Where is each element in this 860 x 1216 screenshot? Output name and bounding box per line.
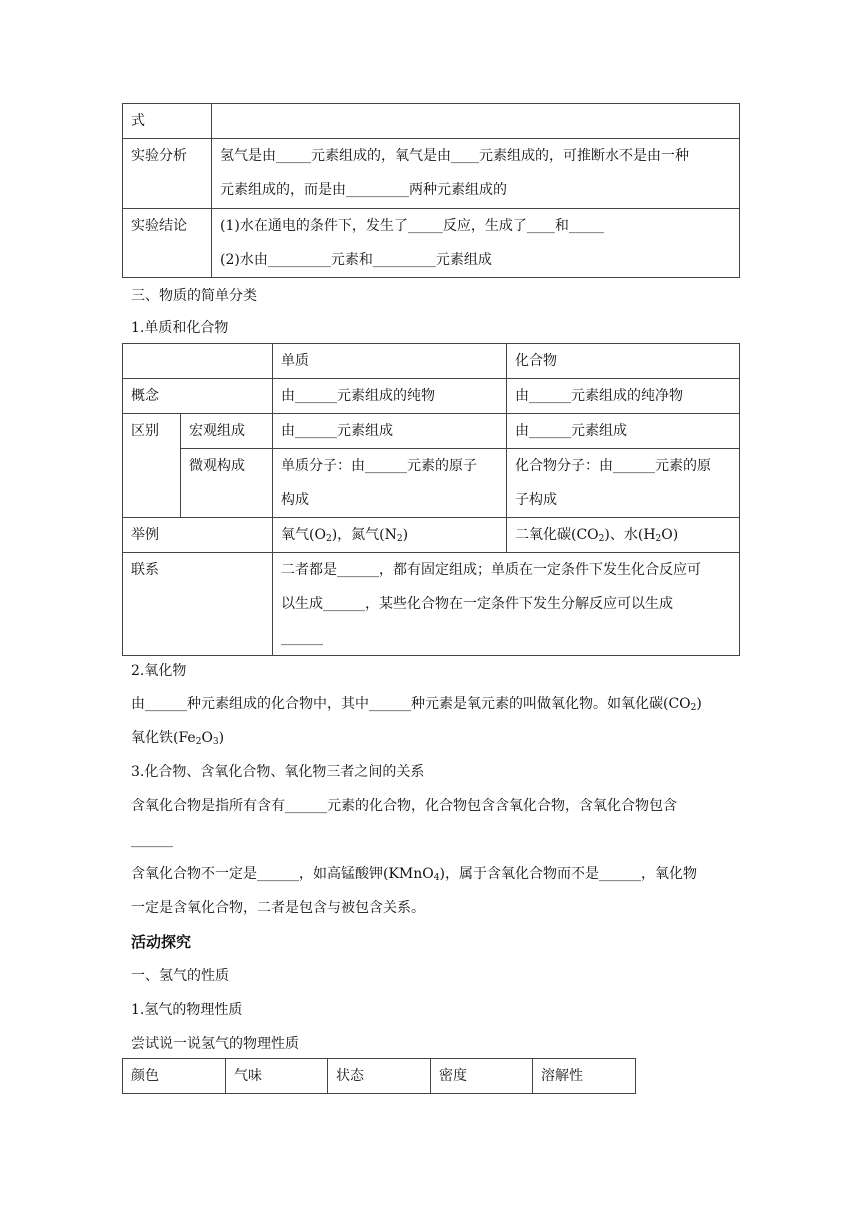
prop-color-header: 颜色: [123, 1059, 226, 1094]
example-simple: 氧气$(O_2)$，氮气$(N_2)$: [273, 518, 507, 553]
hydrogen-section-heading: 一、氢气的性质: [131, 968, 229, 984]
relation-text-line-4: 一定是含氧化合物，二者是包含与被包含关系。: [131, 900, 425, 916]
conclusion-cell: [212, 209, 740, 278]
subsection-2-heading: 2.氧化物: [131, 663, 187, 679]
prop-density-header: 密度: [431, 1059, 533, 1094]
macro-simple: 由______元素组成: [273, 414, 507, 449]
oxide-definition-line-1: 由______种元素组成的化合物中，其中______种元素是氧元素的叫做氧化物。如氧化碳$(CO_2)$: [131, 696, 702, 713]
micro-compound: 化合物分子：由______元素的原 子构成: [507, 449, 740, 518]
row-label-micro: 微观构成: [181, 449, 273, 518]
concept-simple: 由______元素组成的纯物: [273, 379, 507, 414]
header-simple-substance: 单质: [273, 344, 507, 379]
relation-cell: 二者都是______，都有固定组成；单质在一定条件下发生化合反应可 以生成______，某些化合物在一定条件下发生分解反应可以生成 ______: [273, 553, 740, 656]
row-label-analysis: 实验分析: [123, 139, 212, 209]
row-label-example: 举例: [123, 518, 273, 553]
prop-solubility-header: 溶解性: [533, 1059, 636, 1094]
analysis-line-1: 氢气是由_____元素组成的，氧气是由____元素组成的，可推断水不是由一种: [220, 148, 689, 164]
section-3-heading: 三、物质的简单分类: [131, 288, 257, 304]
oxide-definition-line-2: 氧化铁$(Fe_2O_3)$: [131, 730, 225, 747]
conclusion-line-1: (1)水在通电的条件下，发生了_____反应，生成了____和_____: [220, 218, 604, 234]
experiment-table: [122, 103, 740, 278]
row-label-formula: 式: [123, 104, 212, 139]
prop-state-header: 状态: [328, 1059, 431, 1094]
row-label-relation: 联系: [123, 553, 273, 656]
analysis-line-2: 元素组成的，而是由_________两种元素组成的: [220, 182, 507, 198]
concept-compound: 由______元素组成的纯净物: [507, 379, 740, 414]
relation-text-line-1: 含氧化合物是指所有含有______元素的化合物，化合物包含含氧化合物，含氧化合物包含: [131, 798, 677, 814]
subsection-1-heading: 1.单质和化合物: [131, 320, 229, 336]
analysis-cell: [212, 139, 740, 209]
micro-simple: 单质分子：由______元素的原子 构成: [273, 449, 507, 518]
hydrogen-prompt: 尝试说一说氢气的物理性质: [131, 1036, 299, 1052]
properties-table: [122, 1058, 636, 1094]
formula-cell: [212, 104, 740, 139]
subsection-3-heading: 3.化合物、含氧化合物、氧化物三者之间的关系: [131, 764, 425, 780]
header-compound: 化合物: [507, 344, 740, 379]
row-label-conclusion: 实验结论: [123, 209, 212, 278]
prop-odor-header: 气味: [226, 1059, 328, 1094]
header-empty-cell: [123, 344, 273, 379]
row-label-concept: 概念: [123, 379, 273, 414]
classification-table: [122, 343, 740, 656]
hydrogen-physical-heading: 1.氢气的物理性质: [131, 1002, 243, 1018]
macro-compound: 由______元素组成: [507, 414, 740, 449]
relation-text-line-3: 含氧化合物不一定是______，如高锰酸钾(KMnO$_4$)，属于含氧化合物而不是______，氧化物: [131, 866, 697, 883]
row-label-difference: 区别: [123, 414, 181, 518]
row-label-macro: 宏观组成: [181, 414, 273, 449]
relation-text-line-2: ______: [131, 832, 173, 848]
conclusion-line-2: (2)水由_________元素和_________元素组成: [220, 252, 492, 268]
example-compound: 二氧化碳$(CO_2)$、水$(H_2O)$: [507, 518, 740, 553]
activity-heading: 活动探究: [131, 933, 192, 951]
